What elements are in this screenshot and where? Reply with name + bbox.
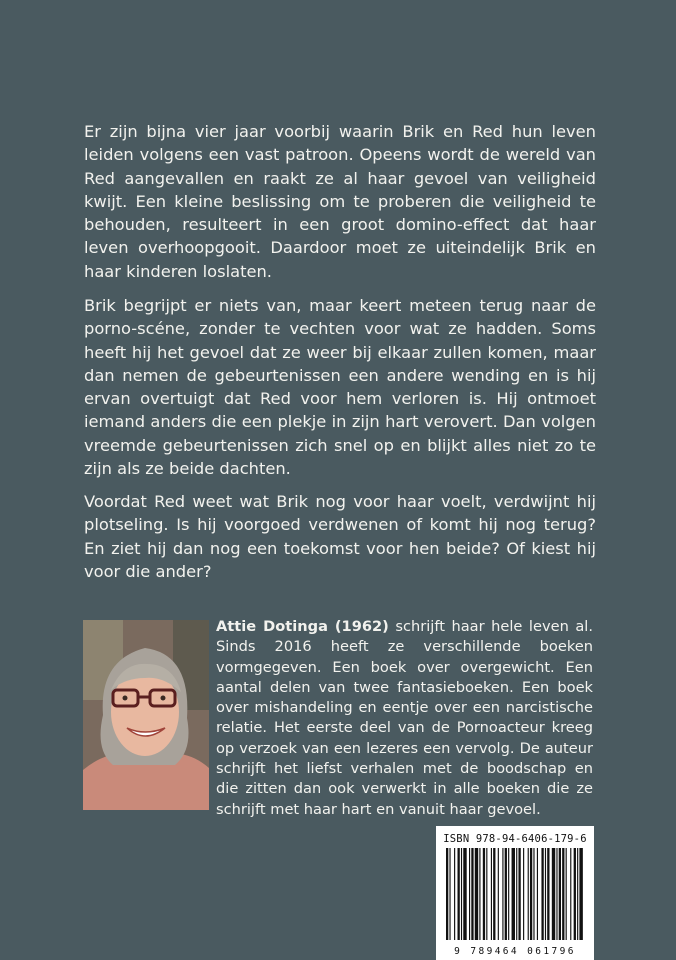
isbn-digits: 9 789464 061796	[454, 946, 576, 957]
barcode-bar	[502, 848, 503, 940]
blurb-paragraph-3: Voordat Red weet wat Brik nog voor haar voelt, verdwijnt hij plotseling. Is hij voorgoed verdwenen of komt hij nog terug? En ziet hij dan nog een toekomst voor hen beide? Of kiest hij voor die ander?	[84, 492, 596, 581]
barcode-bar	[545, 848, 546, 940]
barcode-bar	[493, 848, 495, 940]
barcode-bar	[533, 848, 534, 940]
barcode-bar	[461, 848, 462, 940]
barcode-bar	[528, 848, 529, 940]
blurb-paragraph-1: Er zijn bijna vier jaar voorbij waarin Brik en Red hun leven leiden volgens een vast patroon. Opeens wordt de wereld van Red aangevallen en raakt ze al haar gevoel van veiligheid kwijt. Een kleine beslissing om te proberen die veiligheid te behouden, resulteert in een groot domino-effect dat haar leven overhoopgooit. Daardoor moet ze uiteindelijk Brik en haar kinderen loslaten.	[84, 122, 596, 281]
barcode-bar	[537, 848, 538, 940]
barcode-bar	[570, 848, 571, 940]
barcode-bar	[523, 848, 524, 940]
barcode-bar	[479, 848, 480, 940]
isbn-barcode	[436, 826, 594, 960]
barcode-bar	[547, 848, 549, 940]
barcode-bar	[498, 848, 499, 940]
barcode-bar	[449, 848, 450, 940]
author-name: Attie Dotinga (1962)	[216, 618, 389, 635]
barcode-bar	[574, 848, 576, 940]
barcode-bar	[469, 848, 470, 940]
barcode-bar	[516, 848, 517, 940]
barcode-bar	[446, 848, 448, 940]
barcode-bar	[475, 848, 478, 940]
barcode-bar	[458, 848, 460, 940]
isbn-label: ISBN 978-94-6406-179-6	[443, 833, 587, 845]
barcode-bar	[579, 848, 582, 940]
author-bio-text: schrijft haar hele leven al. Sinds 2016 heeft ze verschillende boeken vormgegeven. Een boek over overgewicht. Een aantal delen van twee fantasieboeken. Een boek over mishandeling en eentje over een narcistische relatie. Het eerste deel van de Pornoacteur kreeg op verzoek van een lezeres een vervolg. De auteur schrijft het liefst verhalen met de boodschap en die zitten dan ook verwerkt in alle boeken die ze schrijft met haar hart en vanuit haar gevoel.	[216, 618, 593, 818]
barcode-bar	[541, 848, 543, 940]
barcode-bar	[530, 848, 532, 940]
barcode-bar	[491, 848, 492, 940]
author-photo	[83, 620, 209, 810]
barcode-bar	[556, 848, 557, 940]
author-bio	[216, 617, 593, 820]
barcode-bars	[444, 848, 586, 940]
barcode-bar	[559, 848, 561, 940]
barcode-bar	[552, 848, 555, 940]
barcode-bar	[512, 848, 515, 940]
barcode-bar	[471, 848, 473, 940]
barcode-bar	[454, 848, 455, 940]
barcode-bar	[486, 848, 487, 940]
barcode-bar	[463, 848, 466, 940]
blurb-paragraph-2: Brik begrijpt er niets van, maar keert meteen terug naar de porno-scéne, zonder te vechten voor wat ze hadden. Soms heeft hij het gevoel dat ze weer bij elkaar zullen komen, maar dan nemen de gebeurtenissen een andere wending en is hij ervan overtuigt dat Red voor hem verloren is. Hij ontmoet iemand anders die een plekje in zijn hart verovert. Dan volgen vreemde gebeurtenissen zich snel op en blijkt alles niet zo te zijn als ze beide dachten.	[84, 296, 596, 479]
barcode-bar	[505, 848, 507, 940]
barcode-bar	[562, 848, 564, 940]
barcode-bar	[483, 848, 485, 940]
barcode-bar	[577, 848, 578, 940]
barcode-bar	[508, 848, 509, 940]
barcode-bar	[518, 848, 520, 940]
barcode-bar	[566, 848, 567, 940]
